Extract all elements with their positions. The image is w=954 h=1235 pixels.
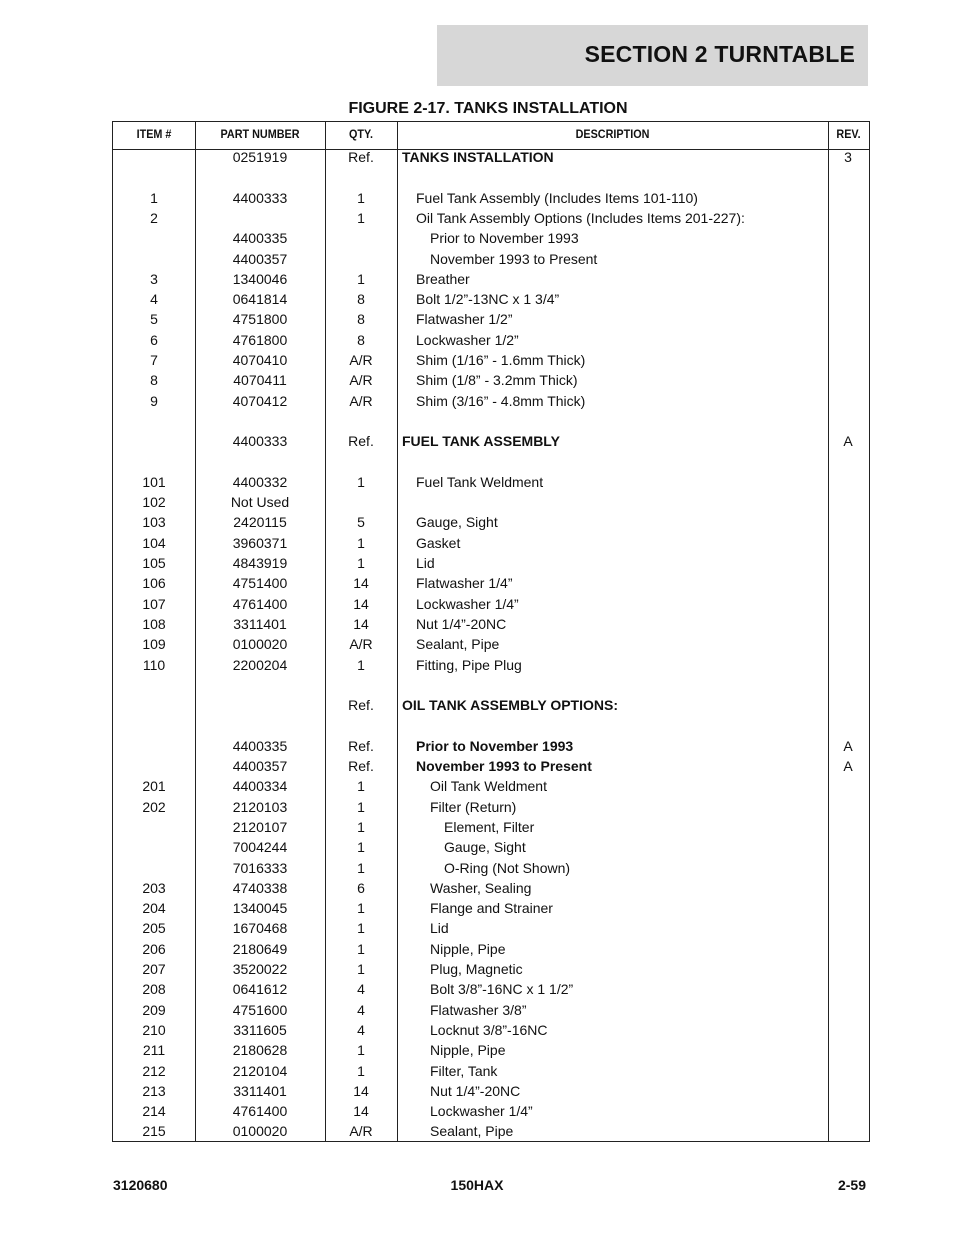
description: TANKS INSTALLATION: [402, 149, 554, 165]
part-number: 4400357: [232, 758, 288, 774]
table-row: [113, 1061, 869, 1081]
item-number: 212: [142, 1062, 166, 1079]
quantity: 8: [357, 311, 365, 328]
description: Gauge, Sight: [444, 839, 526, 856]
part-number: 4070410: [232, 352, 288, 368]
part-number: Not Used: [230, 494, 290, 511]
table-row: [113, 573, 869, 593]
table-row: [113, 431, 869, 451]
item-number: 207: [142, 961, 166, 977]
part-number: 7016333: [232, 859, 288, 876]
table-row: [113, 776, 869, 796]
part-number: 4070412: [232, 392, 288, 409]
part-number: 1340045: [232, 900, 288, 917]
quantity: 14: [353, 615, 369, 632]
description: Nipple, Pipe: [430, 1042, 506, 1059]
part-number: 4400334: [232, 778, 288, 795]
part-number: 2120103: [232, 798, 288, 815]
description: Flatwasher 3/8”: [430, 1001, 527, 1018]
table-row: [113, 898, 869, 918]
table-row: [113, 208, 869, 228]
quantity: 1: [357, 1062, 365, 1079]
quantity: 1: [357, 859, 365, 876]
description: Shim (1/16” - 1.6mm Thick): [416, 352, 586, 368]
item-number: 106: [142, 575, 166, 592]
item-number: 208: [142, 981, 166, 998]
part-number: 1670468: [232, 920, 288, 937]
item-number: 204: [142, 900, 166, 917]
part-number: 4400332: [232, 473, 288, 490]
quantity: Ref.: [348, 433, 374, 450]
quantity: 1: [357, 555, 365, 571]
table-row: [113, 797, 869, 817]
table-row: [113, 979, 869, 999]
quantity: 14: [353, 1082, 369, 1099]
quantity: 1: [357, 818, 365, 835]
item-number: 109: [142, 636, 166, 653]
table-row: [113, 918, 869, 938]
item-number: 210: [142, 1021, 166, 1038]
item-number: 103: [142, 514, 166, 531]
item-number: 4: [150, 291, 158, 308]
quantity: 1: [357, 920, 365, 937]
description: Oil Tank Assembly Options (Includes Items 201-227):: [416, 209, 745, 226]
quantity: 14: [353, 1103, 369, 1120]
quantity: Ref.: [348, 697, 374, 714]
part-number: 2180649: [232, 940, 288, 957]
table-row: [113, 472, 869, 492]
description: Lid: [430, 920, 449, 937]
quantity: 1: [357, 534, 365, 551]
figure-title: FIGURE 2-17. TANKS INSTALLATION: [348, 100, 628, 117]
item-number: 202: [142, 798, 166, 815]
item-number: 209: [142, 1001, 166, 1018]
item-number: 104: [142, 534, 166, 551]
table-row: [113, 330, 869, 350]
table-row: [113, 878, 869, 898]
table-row: [113, 736, 869, 756]
item-number: 213: [142, 1082, 166, 1099]
column-header-part-number: PART NUMBER: [220, 127, 300, 141]
quantity: 4: [357, 1001, 365, 1018]
table-row: [113, 634, 869, 654]
part-number: 0100020: [232, 1123, 288, 1140]
quantity: 1: [357, 656, 365, 673]
table-row: [113, 512, 869, 532]
revision: 3: [844, 149, 852, 165]
quantity: Ref.: [348, 149, 374, 165]
description: November 1993 to Present: [416, 758, 592, 774]
quantity: A/R: [349, 1123, 373, 1140]
quantity: 5: [357, 514, 365, 531]
table-row: [113, 817, 869, 837]
item-number: 8: [150, 372, 158, 389]
description: FUEL TANK ASSEMBLY: [402, 433, 560, 450]
part-number: 4751800: [232, 311, 288, 328]
item-number: 107: [142, 595, 166, 612]
description: Shim (3/16” - 4.8mm Thick): [416, 392, 586, 409]
table-row: [113, 1000, 869, 1020]
item-number: 214: [142, 1103, 166, 1120]
item-number: 102: [142, 494, 166, 511]
item-number: 108: [142, 615, 166, 632]
part-number: 7004244: [232, 839, 288, 856]
description: Bolt 1/2”-13NC x 1 3/4”: [416, 291, 560, 308]
table-row: [113, 147, 869, 167]
description: Locknut 3/8”-16NC: [430, 1021, 548, 1038]
section-header: [437, 25, 868, 86]
revision: A: [843, 737, 853, 754]
item-number: 206: [142, 940, 166, 957]
description: Lid: [416, 555, 435, 571]
quantity: Ref.: [348, 758, 374, 774]
table-row: [113, 269, 869, 289]
quantity: 1: [357, 270, 365, 287]
table-row: [113, 756, 869, 776]
part-number: 3311401: [233, 1082, 287, 1099]
table-row: [113, 655, 869, 675]
part-number: 2120107: [232, 818, 288, 835]
part-number: 4751600: [232, 1001, 288, 1018]
description: Sealant, Pipe: [416, 636, 500, 653]
part-number: 0641612: [232, 981, 288, 998]
table-row: [113, 533, 869, 553]
quantity: 14: [353, 595, 369, 612]
part-number: 3311401: [233, 615, 287, 632]
part-number: 2420115: [233, 514, 287, 531]
table-row: [113, 391, 869, 411]
parts-table: [112, 121, 870, 1142]
item-number: 1: [150, 189, 158, 206]
table-row: [113, 249, 869, 269]
description: Lockwasher 1/4”: [430, 1103, 533, 1120]
item-number: 105: [142, 555, 166, 571]
item-number: 5: [150, 311, 158, 328]
part-number: 4843919: [232, 555, 288, 571]
part-number: 4400333: [232, 189, 288, 206]
table-row: [113, 188, 869, 208]
part-number: 0100020: [232, 636, 288, 653]
part-number: 4761400: [232, 1103, 288, 1120]
quantity: 4: [357, 981, 365, 998]
table-row: [113, 309, 869, 329]
part-number: 2200204: [232, 656, 288, 673]
quantity: A/R: [349, 352, 373, 368]
item-number: 201: [142, 778, 166, 795]
table-row: [113, 1020, 869, 1040]
item-number: 215: [142, 1123, 166, 1140]
part-number: 4400357: [232, 250, 288, 267]
part-number: 4400335: [232, 230, 288, 247]
revision: A: [843, 758, 853, 774]
description: Gasket: [416, 534, 461, 551]
part-number: 4761400: [232, 595, 288, 612]
description: Fuel Tank Weldment: [416, 473, 544, 490]
quantity: 1: [357, 473, 365, 490]
table-row: [113, 594, 869, 614]
quantity: 14: [353, 575, 369, 592]
column-header-qty: QTY.: [348, 127, 373, 141]
part-number: 4400333: [232, 433, 288, 450]
description: Nut 1/4”-20NC: [430, 1082, 521, 1099]
description: OIL TANK ASSEMBLY OPTIONS:: [402, 697, 618, 714]
description: Bolt 3/8”-16NC x 1 1/2”: [430, 981, 574, 998]
revision: A: [843, 433, 853, 450]
quantity: 6: [357, 879, 365, 896]
part-number: 0251919: [232, 149, 288, 165]
description: Plug, Magnetic: [430, 961, 523, 977]
description: Nut 1/4”-20NC: [416, 615, 507, 632]
quantity: 1: [357, 839, 365, 856]
description: Filter (Return): [430, 798, 517, 815]
table-row: [113, 858, 869, 878]
description: Fuel Tank Assembly (Includes Items 101-110): [416, 189, 698, 206]
description: Flatwasher 1/2”: [416, 311, 513, 328]
table-row: [113, 1121, 869, 1141]
quantity: A/R: [349, 636, 373, 653]
item-number: 211: [142, 1042, 166, 1059]
description: Prior to November 1993: [416, 737, 574, 754]
description: November 1993 to Present: [430, 250, 598, 267]
description: Nipple, Pipe: [430, 940, 506, 957]
part-number: 3311605: [233, 1021, 287, 1038]
item-number: 110: [142, 656, 166, 673]
part-number: 4740338: [232, 879, 288, 896]
part-number: 4761800: [232, 331, 288, 348]
quantity: 1: [357, 209, 365, 226]
description: Gauge, Sight: [416, 514, 498, 531]
section-title: SECTION 2 TURNTABLE: [584, 41, 855, 67]
table-row: [113, 228, 869, 248]
quantity: 1: [357, 798, 365, 815]
description: Washer, Sealing: [430, 879, 532, 896]
description: Lockwasher 1/4”: [416, 595, 519, 612]
item-number: 101: [142, 473, 166, 490]
table-row: [113, 289, 869, 309]
description: Oil Tank Weldment: [430, 778, 547, 795]
quantity: Ref.: [348, 737, 374, 754]
quantity: 4: [357, 1021, 365, 1038]
item-number: 205: [142, 920, 166, 937]
item-number: 7: [150, 352, 158, 368]
table-row: [113, 350, 869, 370]
quantity: 1: [357, 1042, 365, 1059]
description: Sealant, Pipe: [430, 1123, 514, 1140]
column-header-description: DESCRIPTION: [575, 127, 650, 141]
table-row: [113, 553, 869, 573]
description: Element, Filter: [444, 818, 535, 835]
quantity: A/R: [349, 372, 373, 389]
table-row: [113, 959, 869, 979]
description: Filter, Tank: [430, 1062, 498, 1079]
part-number: 4400335: [232, 737, 288, 754]
column-header-item: ITEM #: [136, 127, 172, 141]
part-number: 2120104: [232, 1062, 288, 1079]
quantity: 8: [357, 331, 365, 348]
quantity: 1: [357, 778, 365, 795]
description: Fitting, Pipe Plug: [416, 656, 522, 673]
table-row: [113, 492, 869, 512]
quantity: 1: [357, 900, 365, 917]
table-row: [113, 1101, 869, 1121]
item-number: 6: [150, 331, 158, 348]
part-number: 0641814: [232, 291, 288, 308]
footer-model: 150HAX: [450, 1177, 504, 1193]
part-number: 2180628: [232, 1042, 288, 1059]
table-row: [113, 939, 869, 959]
item-number: 9: [150, 392, 158, 409]
column-header-rev: REV.: [836, 127, 861, 141]
footer-doc-number: 3120680: [113, 1177, 168, 1193]
description: O-Ring (Not Shown): [444, 859, 571, 876]
table-row: [113, 614, 869, 634]
description: Flange and Strainer: [430, 900, 553, 917]
item-number: 203: [142, 879, 166, 896]
part-number: 1340046: [232, 270, 288, 287]
description: Shim (1/8” - 3.2mm Thick): [416, 372, 578, 389]
table-row: [113, 1040, 869, 1060]
table-row: [113, 1081, 869, 1101]
item-number: 3: [150, 270, 158, 287]
part-number: 4070411: [233, 372, 287, 389]
quantity: A/R: [349, 392, 373, 409]
part-number: 3520022: [232, 961, 288, 977]
quantity: 8: [357, 291, 365, 308]
footer-page-number: 2-59: [837, 1177, 866, 1193]
table-row: [113, 837, 869, 857]
quantity: 1: [357, 961, 365, 977]
description: Flatwasher 1/4”: [416, 575, 513, 592]
table-row: [113, 370, 869, 390]
part-number: 4751400: [232, 575, 288, 592]
description: Prior to November 1993: [430, 230, 579, 247]
item-number: 2: [150, 209, 158, 226]
quantity: 1: [357, 940, 365, 957]
part-number: 3960371: [232, 534, 288, 551]
quantity: 1: [357, 189, 365, 206]
description: Lockwasher 1/2”: [416, 331, 519, 348]
table-row: [113, 695, 869, 715]
description: Breather: [416, 270, 470, 287]
